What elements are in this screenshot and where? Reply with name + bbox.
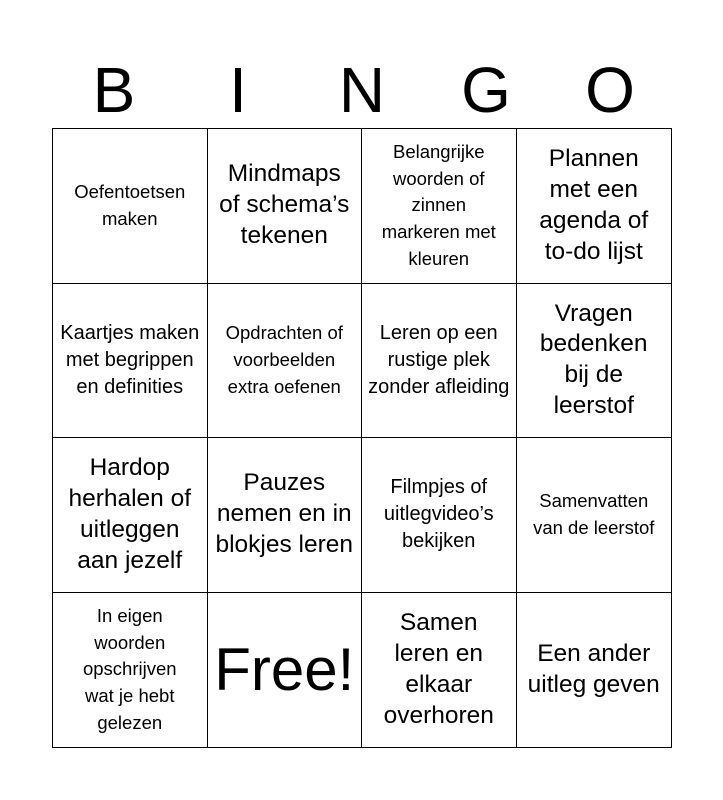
cell-text: Kaartjes maken met begrippen en definities bbox=[60, 321, 200, 398]
cell-text: Samenvatten van de leerstof bbox=[533, 489, 655, 538]
bingo-cell[interactable] bbox=[208, 284, 363, 439]
cell-text: Vragen bedenken bij de leerstof bbox=[539, 299, 648, 420]
header-letter-g: G bbox=[461, 54, 511, 126]
cell-text: Mindmaps of schema’s tekenen bbox=[219, 160, 350, 250]
cell-text: Plannen met een agenda of to-do lijst bbox=[539, 145, 649, 265]
bingo-cell[interactable] bbox=[517, 593, 672, 748]
cell-text: Leren op een rustige plek zonder afleiding bbox=[368, 321, 510, 398]
free-space-cell[interactable] bbox=[208, 593, 363, 748]
bingo-cell[interactable] bbox=[208, 438, 363, 593]
free-space-text: Free! bbox=[214, 635, 355, 703]
bingo-cell[interactable] bbox=[53, 129, 208, 284]
cell-text: Een ander uitleg geven bbox=[527, 639, 660, 698]
header-letter-n: N bbox=[338, 54, 386, 126]
bingo-cell[interactable] bbox=[362, 129, 517, 284]
header-letter-o: O bbox=[585, 54, 635, 126]
bingo-cell[interactable] bbox=[208, 129, 363, 284]
bingo-cell[interactable] bbox=[362, 593, 517, 748]
bingo-cell[interactable] bbox=[53, 593, 208, 748]
bingo-header bbox=[52, 52, 672, 128]
cell-text: In eigen woorden opschrijven wat je hebt gelezen bbox=[82, 604, 177, 733]
cell-text: Opdrachten of voorbeelden extra oefenen bbox=[225, 322, 343, 397]
cell-text: Oefentoetsen maken bbox=[74, 180, 186, 229]
bingo-cell[interactable] bbox=[517, 284, 672, 439]
cell-text: Pauzes nemen en in blokjes leren bbox=[215, 469, 354, 559]
bingo-cell[interactable] bbox=[362, 438, 517, 593]
bingo-cell[interactable] bbox=[517, 438, 672, 593]
bingo-grid bbox=[52, 128, 672, 748]
header-letter-i: I bbox=[229, 54, 247, 126]
header-letter-b: B bbox=[92, 54, 136, 126]
cell-text: Filmpjes of uitlegvideo’s bekijken bbox=[383, 476, 494, 553]
cell-text: Belangrijke woorden of zinnen markeren met kleuren bbox=[381, 140, 496, 269]
bingo-cell[interactable] bbox=[362, 284, 517, 439]
bingo-cell[interactable] bbox=[517, 129, 672, 284]
cell-text: Hardop herhalen of uitleggen aan jezelf bbox=[68, 454, 192, 574]
bingo-cell[interactable] bbox=[53, 284, 208, 439]
bingo-cell[interactable] bbox=[53, 438, 208, 593]
cell-text: Samen leren en elkaar overhoren bbox=[383, 609, 494, 729]
